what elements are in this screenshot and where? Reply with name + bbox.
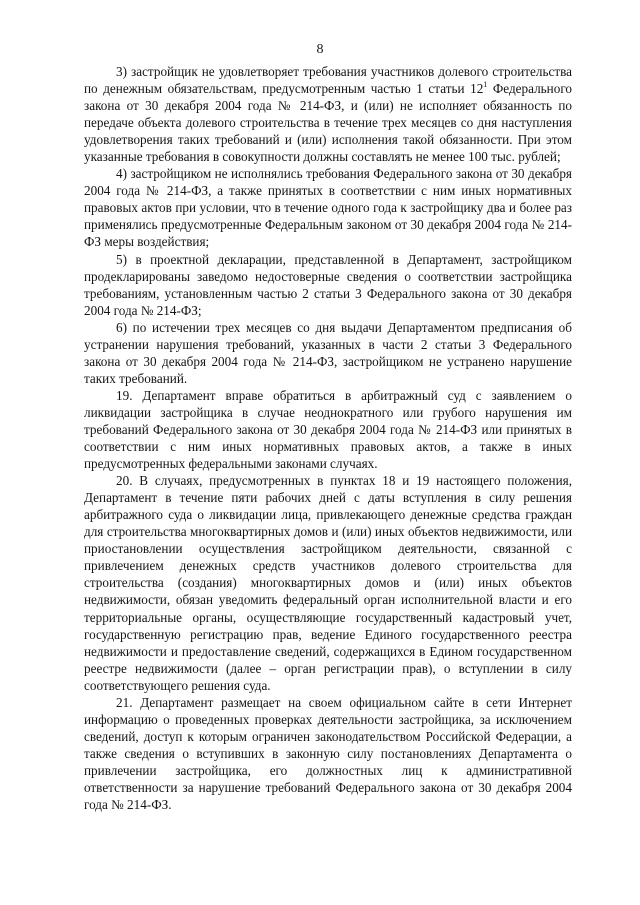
paragraph-item-5: 5) в проектной декларации, представленной в Департамент, застройщиком продекларированы заведомо недостоверные сведения о соответствии застройщика требованиям, установленным частью 2 статьи 3 Федерального закона от 30 декабря 2004 года № 214-ФЗ; xyxy=(84,251,572,318)
paragraph-19: 19. Департамент вправе обратиться в арбитражный суд с заявлением о ликвидации застройщика в случае неоднократного или грубого нарушения им требований Федерального закона от 30 декабря 2004 года № 214-ФЗ или принятых в соответствии с ним иных нормативных правовых актов, а также в иных предусмотренных федеральными законами случаях. xyxy=(84,387,572,472)
paragraph-item-3-text-before: 3) застройщик не удовлетворяет требования участников долевого строительства по денежным обязательствам, предусмотренным частью 1 статьи 12 xyxy=(84,64,572,97)
paragraph-item-6: 6) по истечении трех месяцев со дня выдачи Департаментом предписания об устранении нарушения требований, указанных в части 2 статьи 3 Федерального закона от 30 декабря 2004 года № 214-ФЗ, застройщиком не устранено нарушение таких требований. xyxy=(84,319,572,386)
paragraph-item-3-text-after: Федерального закона от 30 декабря 2004 года № 214-ФЗ, и (или) не исполняет обязанность по передаче объекта долевого строительства в течение трех месяцев со дня наступления удовлетворения таких требований и (или) исполнения такой обязанности. При этом указанные требования в совокупности должны составлять не менее 100 тыс. рублей; xyxy=(84,81,572,165)
paragraph-item-4: 4) застройщиком не исполнялись требования Федерального закона от 30 декабря 2004 года № 214-ФЗ, а также принятых в соответствии с ним иных нормативных правовых актов при условии, что в течение одного года к застройщику два и более раз применялись предусмотренные Федеральным законом от 30 декабря 2004 года № 214-ФЗ меры воздействия; xyxy=(84,166,572,250)
paragraph-20: 20. В случаях, предусмотренных в пунктах 18 и 19 настоящего положения, Департамент в течение пяти рабочих дней с даты вступления в силу решения арбитражного суда о ликвидации лица, привлекающего денежные средства граждан для строительства многоквартирных домов и (или) иных объектов недвижимости, или приостановлении осуществления застройщиком деятельности, связанной с привлечением денежных средств участников долевого строительства для строительства (создания) многоквартирных домов и (или) иных объектов недвижимости, обязан уведомить федеральный орган исполнительной власти и его территориальные органы, осуществляющие государственный кадастровый учет, государственную регистрацию прав, ведение Единого государственного реестра недвижимости и предоставление сведений, содержащихся в Едином государственном реестре недвижимости (далее – орган регистрации прав), о вступлении в силу соответствующего решения суда. xyxy=(84,473,572,693)
superscript-1: 1 xyxy=(483,80,488,90)
page-number: 8 xyxy=(316,42,324,57)
paragraph-21: 21. Департамент размещает на своем официальном сайте в сети Интернет информацию о проведенных проверках деятельности застройщика, за исключением сведений, доступ к которым ограничен законодательством Российской Федерации, а также сведения о вступивших в законную силу постановлениях Департамента о привлечении застройщика, его должностных лиц к административной ответственности за нарушение требований Федерального закона от 30 декабря 2004 года № 214-ФЗ. xyxy=(84,694,572,813)
paragraph-item-3 xyxy=(84,63,572,165)
document-body xyxy=(84,63,572,813)
